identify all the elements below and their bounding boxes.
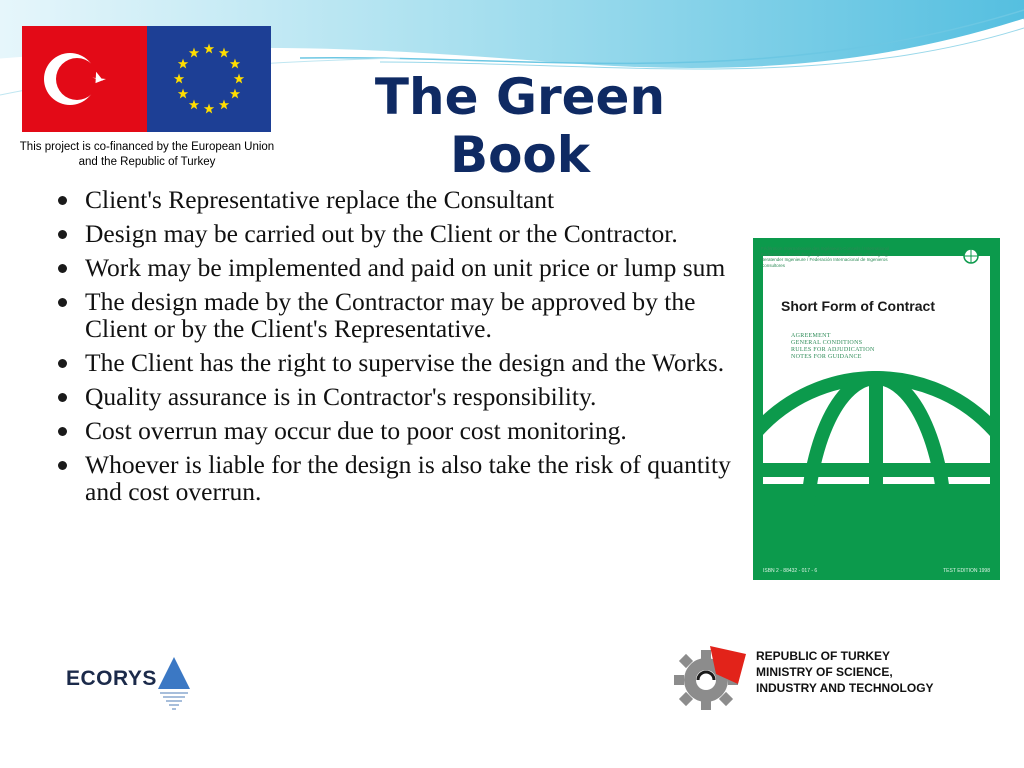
bullet-dot-icon [58,264,67,273]
page-title: The Green Book [374,68,666,184]
bullet-item: The design made by the Contractor may be approved by the Client or by the Client's Representative. [56,288,736,342]
bullet-dot-icon [58,359,67,368]
eu-star-icon [230,89,240,99]
bullet-item: Quality assurance is in Contractor's responsibility. [56,383,736,410]
bullet-item: Work may be implemented and paid on unit price or lump sum [56,254,736,281]
eu-star-icon [204,44,214,54]
ministry-name: REPUBLIC OF TURKEY MINISTRY OF SCIENCE, INDUSTRY AND TECHNOLOGY [756,649,934,695]
eu-star-icon [189,48,199,58]
eu-star-icon [189,99,199,109]
book-cover-image [753,238,1000,580]
bullet-item: Whoever is liable for the design is also take the risk of quantity and cost overrun. [56,451,736,505]
eu-star-icon [230,59,240,69]
cover-edition: TEST EDITION 1998 [943,568,990,574]
eu-star-icon [178,89,188,99]
crescent-star-icon [22,26,147,132]
bullet-dot-icon [58,298,67,307]
ecorys-logo-text: ECORYS [66,667,157,690]
eu-star-icon [178,59,188,69]
ecorys-logo [66,655,196,717]
eu-stars-icon [147,26,271,132]
bullet-dot-icon [58,461,67,470]
funding-caption: This project is co-financed by the European Union and the Republic of Turkey [19,141,275,168]
globe-graphic-icon [753,238,1000,580]
bullet-item: Design may be carried out by the Client or the Contractor. [56,220,736,247]
cover-isbn: ISBN 2 - 88432 - 017 - 6 [763,568,818,574]
bullet-item: Client's Representative replace the Consultant [56,186,736,213]
bullet-dot-icon [58,196,67,205]
ministry-gear-logo-icon [668,644,746,710]
cover-title: Short Form of Contract [781,298,935,314]
bullet-list [56,186,736,512]
cover-publisher: Fédération Internationale des Ingénieurs-Conseils / International Federation of Consulting Engineers / Internationale Vereinigung Beratender Ingenieure / Federación Internacional de Ingenieros Consultores [761,246,890,268]
eu-star-icon [204,104,214,114]
eu-star-icon [174,74,184,84]
eu-star-icon [219,48,229,58]
eu-star-icon [234,74,244,84]
bullet-item: The Client has the right to supervise the design and the Works. [56,349,736,376]
bullet-dot-icon [58,393,67,402]
turkey-flag [22,26,147,132]
bullet-item: Cost overrun may occur due to poor cost monitoring. [56,417,736,444]
eu-star-icon [219,99,229,109]
bullet-dot-icon [58,230,67,239]
eu-flag [147,26,271,132]
cover-subtitles: AGREEMENT GENERAL CONDITIONS RULES FOR ADJUDICATION NOTES FOR GUIDANCE [791,333,875,360]
ecorys-triangle-icon [156,655,192,715]
bullet-dot-icon [58,427,67,436]
